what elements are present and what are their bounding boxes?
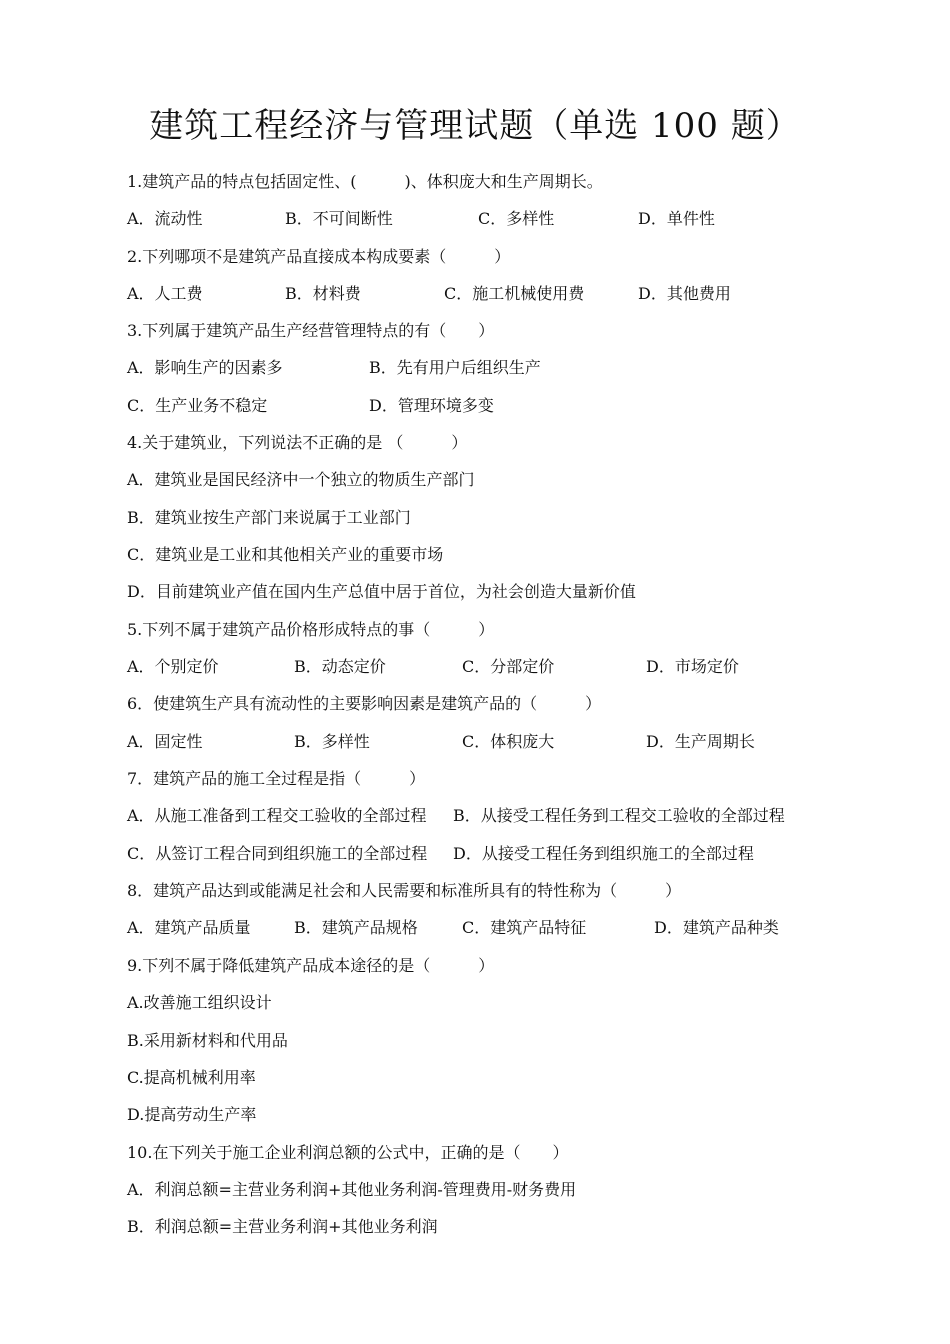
option-d: D．建筑产品种类 xyxy=(654,918,779,937)
option-c: C．施工机械使用费 xyxy=(444,284,585,303)
option-a: A．固定性 xyxy=(127,732,203,751)
question-9-option-a: A.改善施工组织设计 xyxy=(127,993,272,1012)
question-1-options xyxy=(127,207,827,231)
question-5-stem: 5.下列不属于建筑产品价格形成特点的事（ ） xyxy=(127,620,495,639)
question-10-option-b: B．利润总额=主营业务利润+其他业务利润 xyxy=(127,1217,438,1236)
option-c: C．体积庞大 xyxy=(462,732,555,751)
question-5-options xyxy=(127,655,827,679)
question-9-stem: 9.下列不属于降低建筑产品成本途径的是（ ） xyxy=(127,956,495,975)
option-a: A．个别定价 xyxy=(127,657,219,676)
option-a: A．人工费 xyxy=(127,284,203,303)
question-4-stem: 4.关于建筑业，下列说法不正确的是 （ ） xyxy=(127,433,468,452)
option-c: C．多样性 xyxy=(478,209,555,228)
option-b: B．材料费 xyxy=(285,284,361,303)
option-a: A．建筑产品质量 xyxy=(127,918,251,937)
question-4-option-b: B．建筑业按生产部门来说属于工业部门 xyxy=(127,508,411,527)
question-3-options-cd xyxy=(127,394,827,418)
option-c: C．生产业务不稳定 xyxy=(127,396,268,415)
option-d: D．市场定价 xyxy=(646,657,739,676)
question-8-options xyxy=(127,916,827,940)
question-2-stem: 2.下列哪项不是建筑产品直接成本构成要素（ ） xyxy=(127,247,511,266)
question-9-option-c: C.提高机械利用率 xyxy=(127,1068,256,1087)
question-9-option-b: B.采用新材料和代用品 xyxy=(127,1031,288,1050)
option-a: A．影响生产的因素多 xyxy=(127,358,283,377)
question-9-option-d: D.提高劳动生产率 xyxy=(127,1105,257,1124)
option-b: B．从接受工程任务到工程交工验收的全部过程 xyxy=(453,806,785,825)
option-b: B．建筑产品规格 xyxy=(294,918,418,937)
question-3-options-ab xyxy=(127,356,827,380)
question-7-options-ab xyxy=(127,804,827,828)
question-10-stem: 10.在下列关于施工企业利润总额的公式中，正确的是（ ） xyxy=(127,1143,569,1162)
option-b: B．多样性 xyxy=(294,732,370,751)
option-b: B．不可间断性 xyxy=(285,209,393,228)
question-7-options-cd xyxy=(127,842,827,866)
option-b: B．先有用户后组织生产 xyxy=(369,358,541,377)
question-3-stem: 3.下列属于建筑产品生产经营管理特点的有（ ） xyxy=(127,321,495,340)
question-7-stem: 7．建筑产品的施工全过程是指（ ） xyxy=(127,769,426,788)
page-title: 建筑工程经济与管理试题（单选 100 题） xyxy=(149,106,801,146)
option-b: B．动态定价 xyxy=(294,657,386,676)
question-6-options xyxy=(127,730,827,754)
question-6-stem: 6．使建筑生产具有流动性的主要影响因素是建筑产品的（ ） xyxy=(127,694,602,713)
option-c: C．建筑产品特征 xyxy=(462,918,587,937)
question-4-option-d: D．目前建筑业产值在国内生产总值中居于首位，为社会创造大量新价值 xyxy=(127,582,636,601)
question-4-option-a: A．建筑业是国民经济中一个独立的物质生产部门 xyxy=(127,470,475,489)
option-d: D．生产周期长 xyxy=(646,732,755,751)
option-d: D．管理环境多变 xyxy=(369,396,494,415)
question-8-stem: 8．建筑产品达到或能满足社会和人民需要和标准所具有的特性称为（ ） xyxy=(127,881,682,900)
option-d: D．单件性 xyxy=(638,209,715,228)
question-2-options xyxy=(127,282,827,306)
option-c: C．分部定价 xyxy=(462,657,555,676)
option-a: A．流动性 xyxy=(127,209,203,228)
option-d: D．从接受工程任务到组织施工的全部过程 xyxy=(453,844,754,863)
option-a: A．从施工准备到工程交工验收的全部过程 xyxy=(127,806,427,825)
option-d: D．其他费用 xyxy=(638,284,731,303)
question-10-option-a: A．利润总额=主营业务利润+其他业务利润-管理费用-财务费用 xyxy=(127,1180,577,1199)
question-4-option-c: C．建筑业是工业和其他相关产业的重要市场 xyxy=(127,545,444,564)
option-c: C．从签订工程合同到组织施工的全部过程 xyxy=(127,844,428,863)
question-1-stem: 1.建筑产品的特点包括固定性、( )、体积庞大和生产周期长。 xyxy=(127,172,603,191)
